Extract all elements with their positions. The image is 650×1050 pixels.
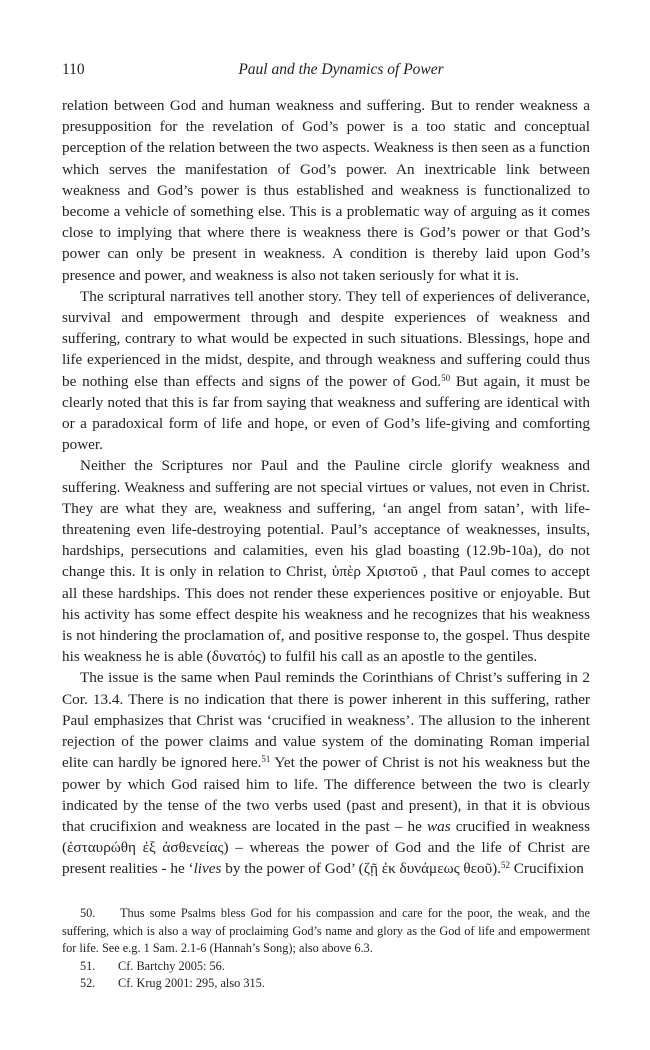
paragraph-4-text-b: Yet the power of Christ is not his weakness but the power by which God raised him to life. The difference between the two is clearly indicated by the tense of the two verbs used (past and present), in that it is obvious that crucifixion and weakness are located in the past – he (62, 754, 590, 835)
running-title: Paul and the Dynamics of Power (238, 61, 444, 78)
paragraph-2-text-b: But again, it must be clearly noted that this is far from saying that weakness and suffering are identical with or a paradoxical form of life and hope, or even of God’s life-giving and comforting power. (62, 372, 590, 454)
emphasis-was: was (427, 817, 451, 835)
paragraph-2-text-a: The scriptural narratives tell another story. They tell of experiences of deliverance, survival and empowerment through and despite experiences of weakness and suffering, contrary to what would be expected in such situations. Blessings, hope and life experienced in the midst, despite, and through weakness and suffering could thus be nothing else than effects and signs of the power of God. (62, 287, 590, 390)
footnote-number: 50. (80, 906, 96, 920)
paragraph-2 (62, 286, 590, 456)
page-number: 110 (62, 61, 85, 78)
footnote-50 (62, 905, 590, 958)
paragraph-4 (62, 667, 590, 879)
footnote-ref-51[interactable]: 51 (261, 754, 271, 765)
paragraph-4-text-c: crucified in weakness (ἐσταυρώθη ἐξ ἀσθενείας) – whereas the power of God and the life of Christ are present realities - he ‘ (62, 817, 590, 878)
footnote-ref-50[interactable]: 50 (441, 372, 451, 383)
footnote-text: Thus some Psalms bless God for his compassion and care for the poor, the weak, and the suffering, which is also a way of proclaiming God’s name and glory as the God of life and empowerment for life. See e.g. 1 Sam. 2.1-6 (Hannah’s Song); also above 6.3. (62, 906, 590, 955)
footnote-ref-52[interactable]: 52 (501, 860, 510, 871)
paragraph-1: relation between God and human weakness and suffering. But to render weakness a presupposition for the revelation of God’s power is a too static and conceptual perception of the relation between the two aspects. Weakness is then seen as a function which serves the manifestation of God’s power. An inextricable link between weakness and God’s power is thus established and weakness is functionalized to become a vehicle of something else. This is a problematic way of arguing as it comes close to implying that where there is weakness there is God’s power or that God’s power can only be present in weakness. A condition is thereby laid upon God’s presence and power, and weakness is also not taken seriously for what it is. (62, 97, 590, 284)
paragraph-4-text-a: The issue is the same when Paul reminds the Corinthians of Christ’s suffering in 2 Cor. 13.4. There is no indication that there is power inherent in this suffering, rather Paul emphasizes that Christ was ‘crucified in weakness’. The allusion to the inherent rejection of the power claims and value system of the dominating Roman imperial elite can hardly be ignored here. (62, 669, 590, 772)
running-head (62, 60, 590, 80)
body-text (62, 95, 590, 880)
footnote-number: 52. (80, 976, 96, 990)
paragraph-4-text-e: Crucifixion (510, 860, 584, 878)
footnote-52 (62, 975, 590, 993)
footnote-51 (62, 958, 590, 976)
footnotes (62, 905, 590, 993)
footnote-text: Cf. Bartchy 2005: 56. (118, 958, 225, 973)
footnote-number: 51. (80, 958, 96, 973)
paragraph-4-text-d: by the power of God’ (ζῇ ἐκ δυνάμεως θεοῦ). (221, 860, 501, 878)
footnote-text: Cf. Krug 2001: 295, also 315. (118, 976, 265, 990)
paragraph-3: Neither the Scriptures nor Paul and the Pauline circle glorify weakness and suffering. Weakness and suffering are not special virtues or values, not even in Christ. They are what they are, weakness and suffering, ‘an angel from satan’, with life-threatening even life-destroying potential. Paul’s acceptance of weaknesses, insults, hardships, persecutions and calamities, even his glad boasting (12.9b-10a), do not change this. It is only in relation to Christ, ὑπὲρ Χριστοῦ , that Paul comes to accept all these hardships. This does not render these experiences positive or enjoyable. But his activity has some effect despite his weakness and he recognizes that his weakness is not hindering the proclamation of, and positive response to, the gospel. Thus despite his weakness he is able (δυνατός) to fulfil his call as an apostle to the gentiles. (62, 457, 590, 666)
emphasis-lives: lives (193, 860, 222, 878)
